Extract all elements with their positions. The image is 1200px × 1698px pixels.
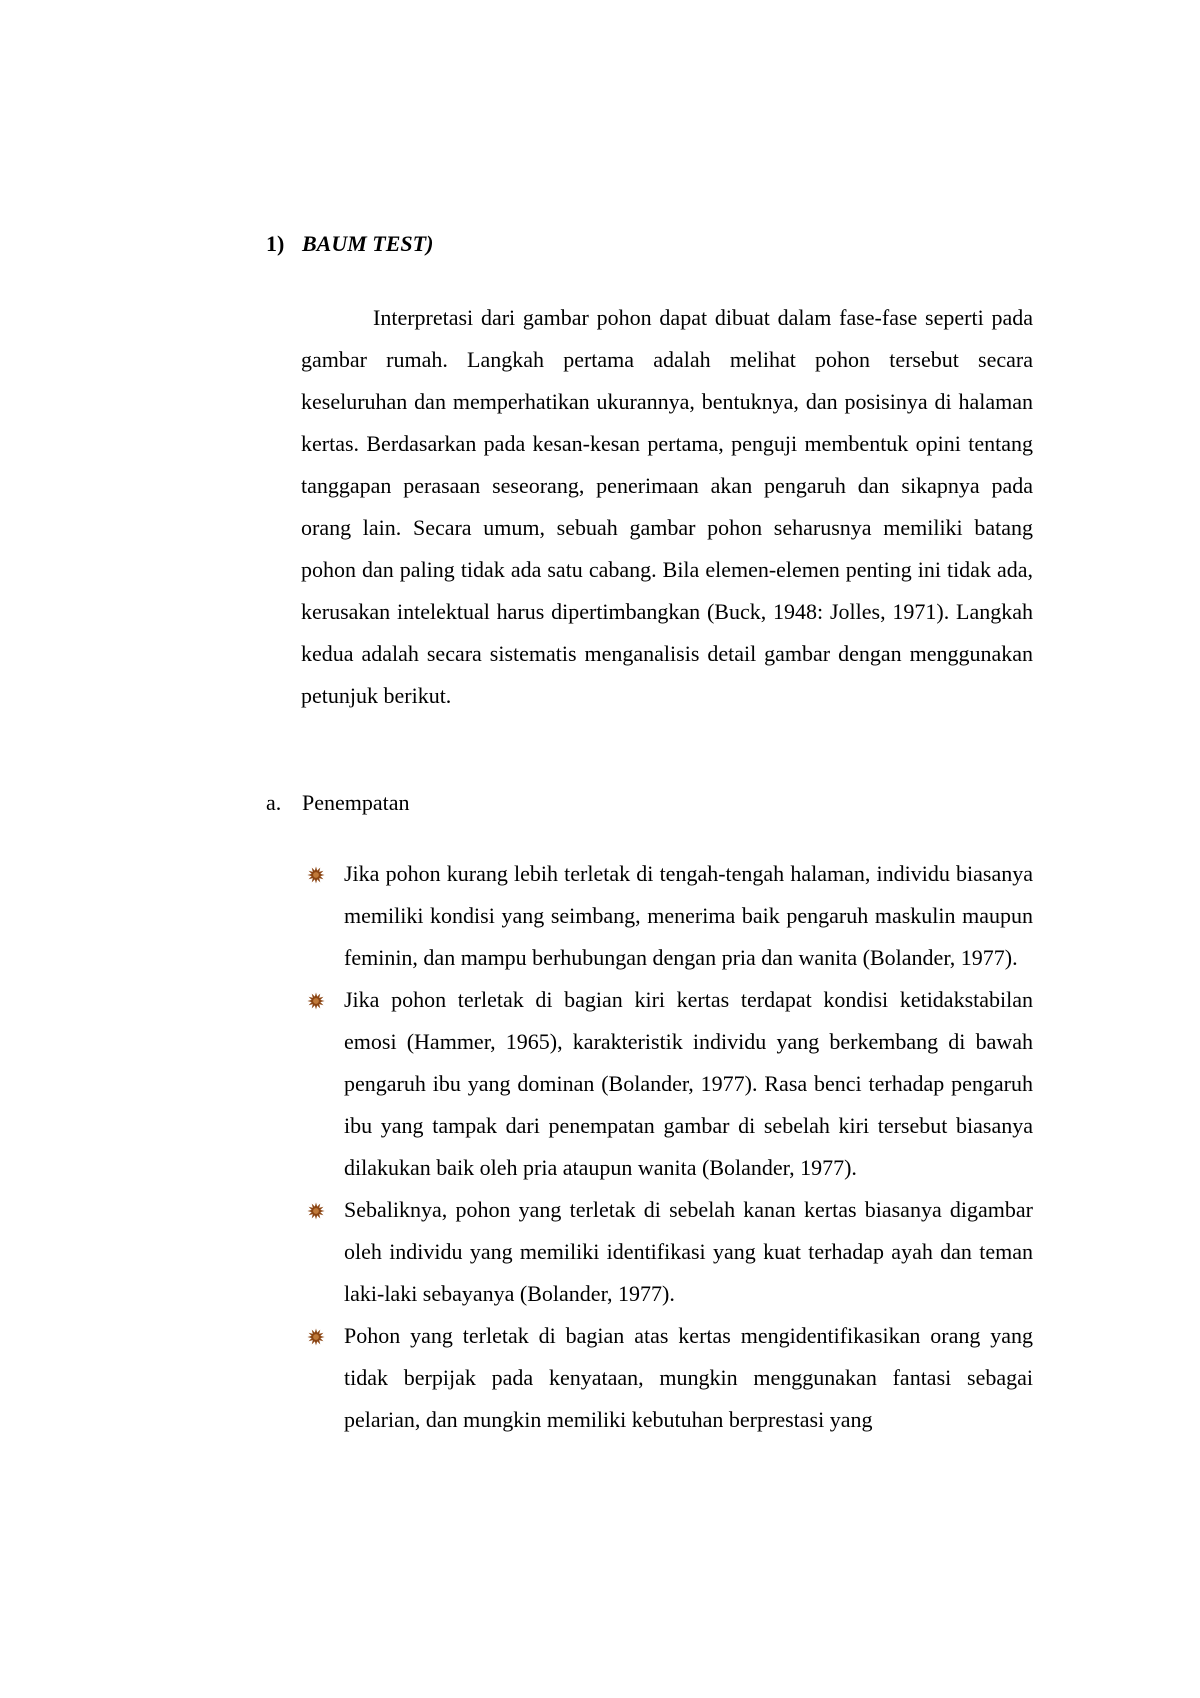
- section-title: BAUM TEST): [302, 231, 434, 256]
- list-item: [307, 1189, 1033, 1315]
- bullet-list: [307, 853, 1033, 1441]
- list-item-text: Sebaliknya, pohon yang terletak di sebelah kanan kertas biasanya digambar oleh individu yang memiliki identifikasi yang kuat terhadap ayah dan teman laki-laki sebayanya (Bolander, 1977).: [344, 1197, 1033, 1306]
- list-item: [307, 979, 1033, 1189]
- list-item-text: Jika pohon terletak di bagian kiri kertas terdapat kondisi ketidakstabilan emosi (Hammer, 1965), karakteristik individu yang berkembang di bawah pengaruh ibu yang dominan (Bolander, 1977). Rasa benci terhadap pengaruh ibu yang tampak dari penempatan gambar di sebelah kiri tersebut biasanya dilakukan baik oleh pria ataupun wanita (Bolander, 1977).: [344, 987, 1033, 1180]
- starburst-bullet-icon: [307, 866, 325, 884]
- section-number: 1): [266, 231, 285, 256]
- subsection-title: Penempatan: [302, 790, 410, 815]
- intro-paragraph: Interpretasi dari gambar pohon dapat dibuat dalam fase-fase seperti pada gambar rumah. Langkah pertama adalah melihat pohon tersebut secara keseluruhan dan memperhatikan ukurannya, bentuknya, dan posisinya di halaman kertas. Berdasarkan pada kesan-kesan pertama, penguji membentuk opini tentang tanggapan perasaan seseorang, penerimaan akan pengaruh dan sikapnya pada orang lain. Secara umum, sebuah gambar pohon seharusnya memiliki batang pohon dan paling tidak ada satu cabang. Bila elemen-elemen penting ini tidak ada, kerusakan intelektual harus dipertimbangkan (Buck, 1948: Jolles, 1971). Langkah kedua adalah secara sistematis menganalisis detail gambar dengan menggunakan petunjuk berikut.: [301, 305, 1033, 708]
- list-item-text: Pohon yang terletak di bagian atas kertas mengidentifikasikan orang yang tidak berpijak pada kenyataan, mungkin menggunakan fantasi sebagai pelarian, dan mungkin memiliki kebutuhan berprestasi yang: [344, 1323, 1033, 1432]
- subsection-letter: a.: [266, 790, 282, 815]
- section-heading: [266, 228, 433, 260]
- starburst-bullet-icon: [307, 992, 325, 1010]
- starburst-bullet-icon: [307, 1328, 325, 1346]
- list-item-text: Jika pohon kurang lebih terletak di tengah-tengah halaman, individu biasanya memiliki kondisi yang seimbang, menerima baik pengaruh maskulin maupun feminin, dan mampu berhubungan dengan pria dan wanita (Bolander, 1977).: [344, 861, 1033, 970]
- list-item: [307, 853, 1033, 979]
- list-item: [307, 1315, 1033, 1441]
- starburst-bullet-icon: [307, 1202, 325, 1220]
- subsection-heading: [266, 787, 410, 819]
